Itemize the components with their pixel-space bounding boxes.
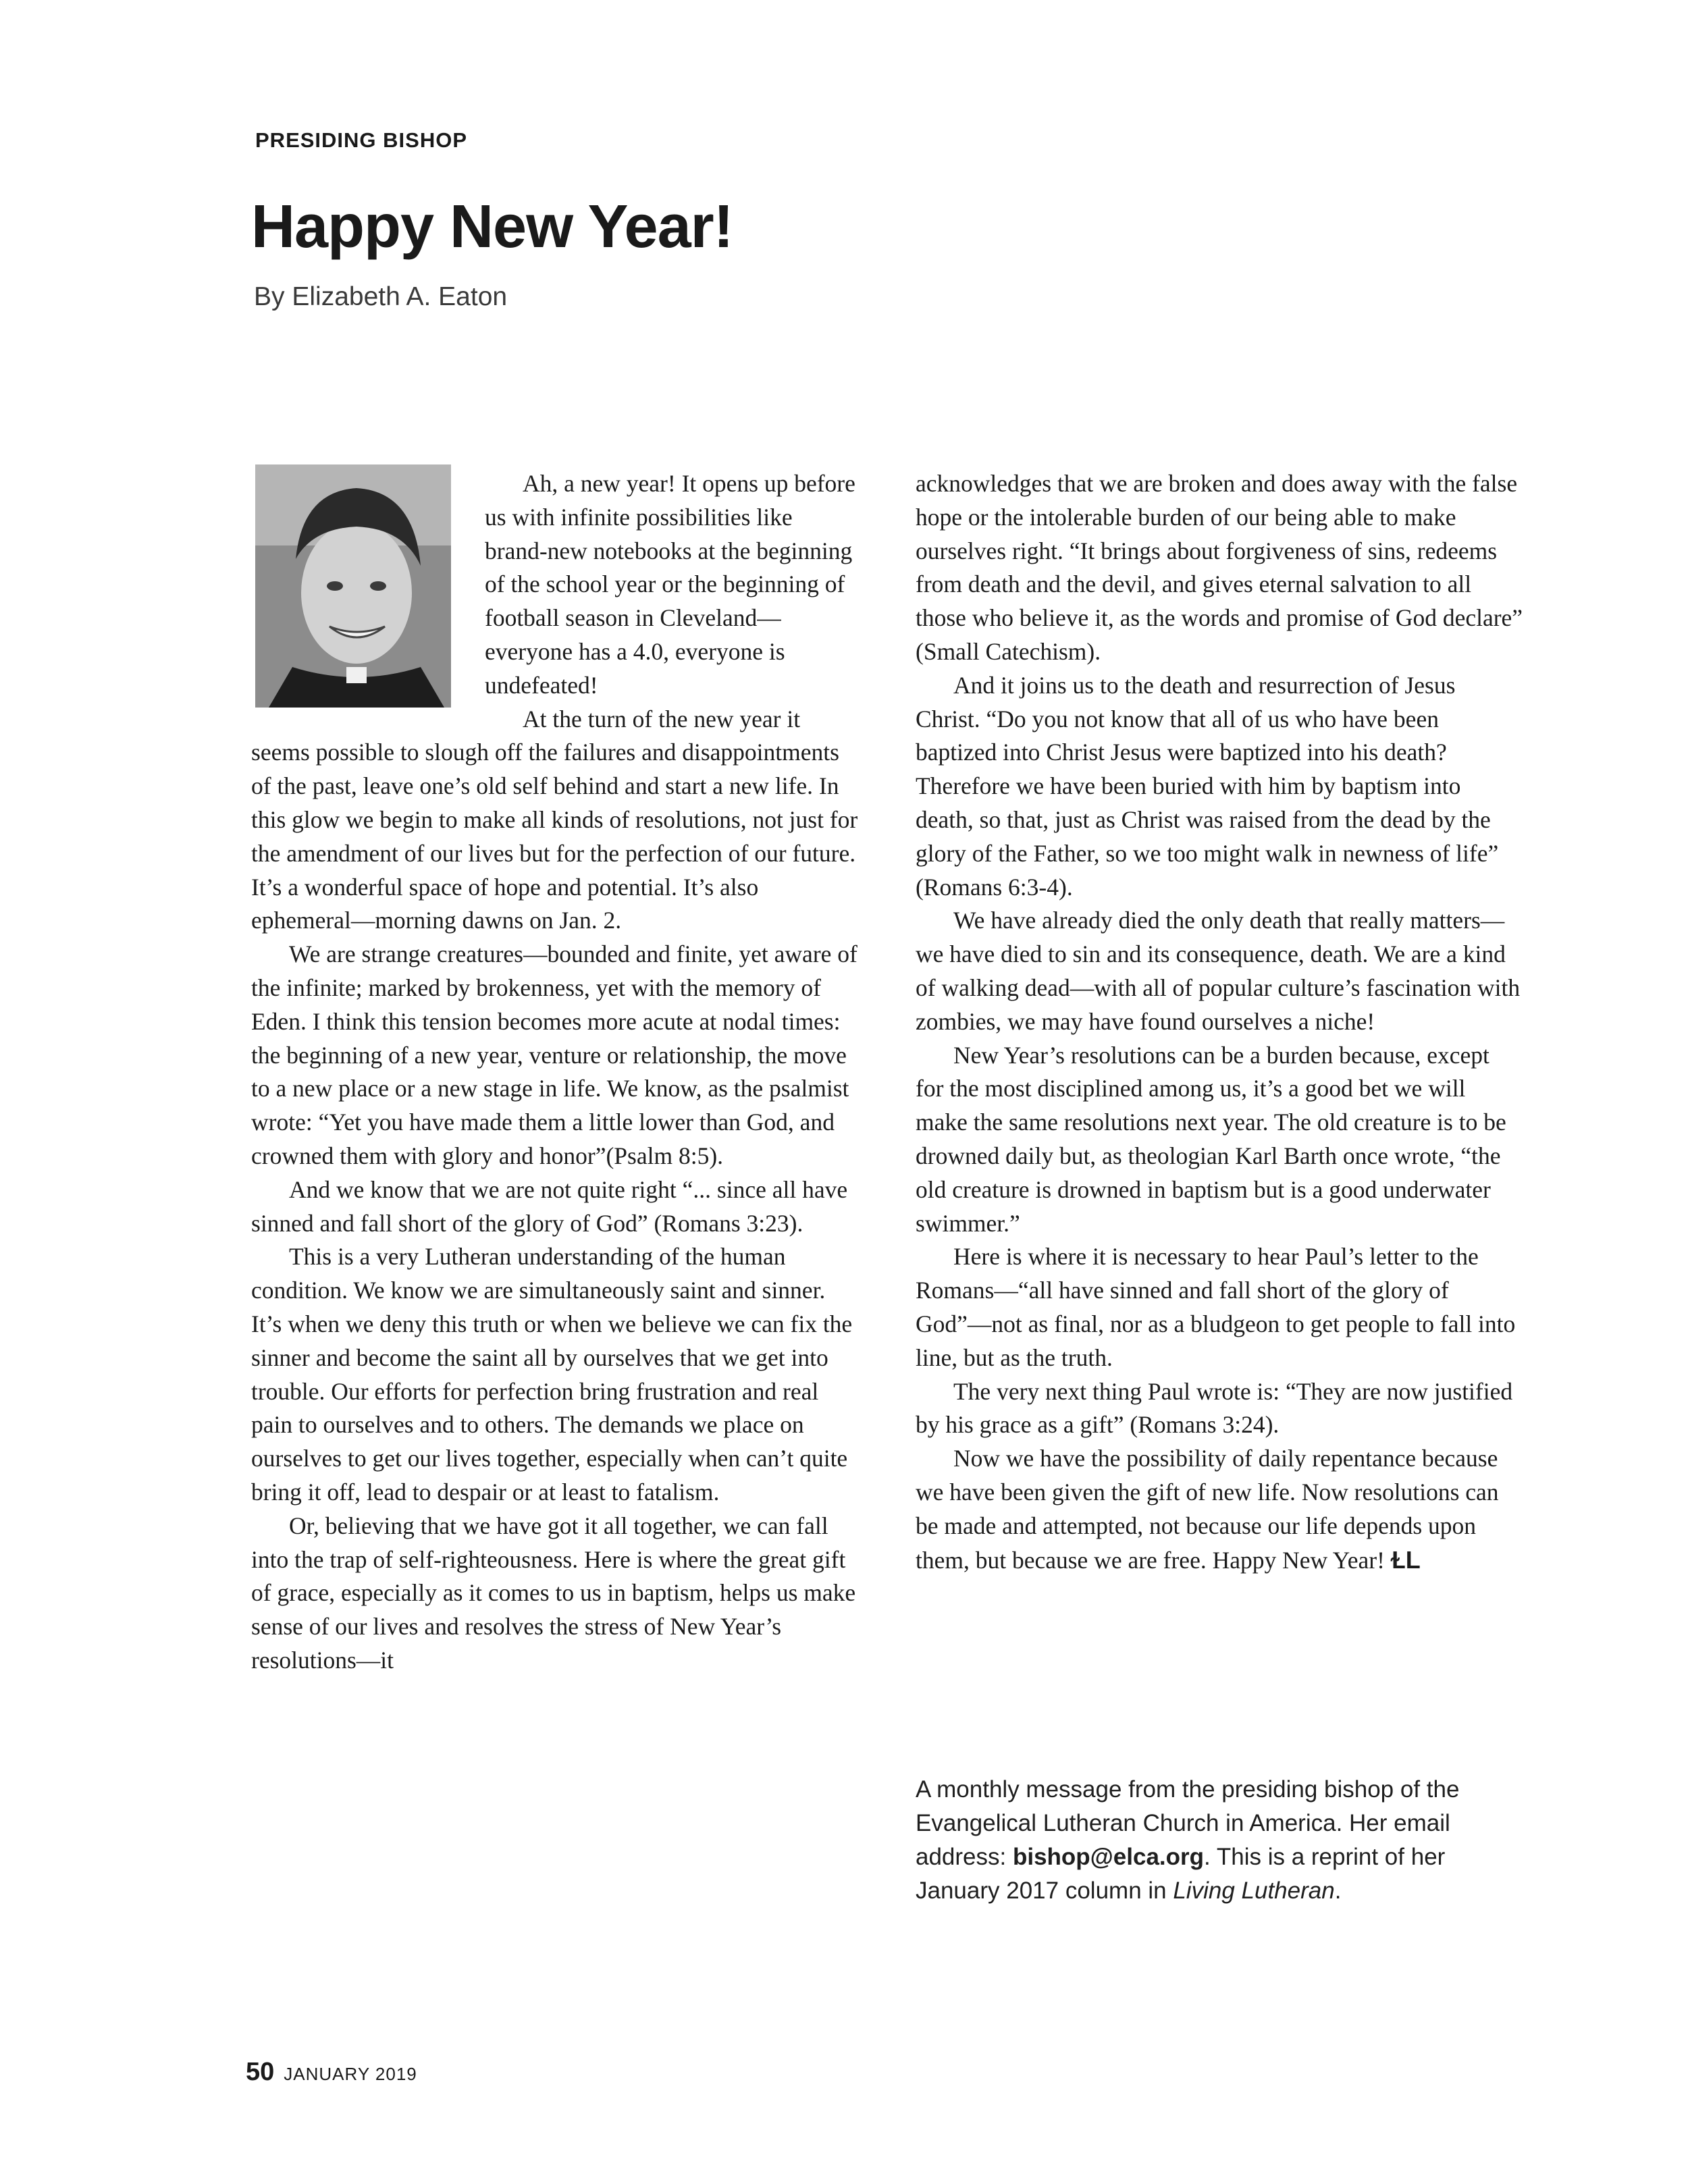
publication-name: Living Lutheran (1173, 1877, 1335, 1904)
article-column-1 (251, 467, 859, 1678)
paragraph (916, 1442, 1523, 1577)
paragraph: Here is where it is necessary to hear Paul’s letter to the Romans—“all have sinned and fall short of the glory of God”—not as final, nor as a bludgeon to get people to fall into line, but as the truth. (916, 1243, 1516, 1371)
paragraph: Ah, a new year! It opens up before us with infinite possibilities like brand-new notebooks at the beginning of the school year or the beginning of football season in Cleveland—everyone has a 4.0, everyone is undefeated! (485, 470, 855, 699)
note-text: . This is a reprint of her January 2017 column in (916, 1844, 1446, 1904)
article-title: Happy New Year! (251, 193, 733, 261)
section-label: PRESIDING BISHOP (255, 128, 467, 152)
email-link[interactable]: bishop@elca.org (1012, 1844, 1205, 1870)
end-mark-icon: ⱢL (1390, 1545, 1421, 1574)
paragraph: acknowledges that we are broken and does away with the false hope or the intolerable burden of our being able to make ourselves right. “It brings about forgiveness of sins, redeems from death and the devil, and gives eternal salvation to all those who believe it, as the words and promise of God declare” (Small Catechism). (916, 470, 1523, 665)
author-note (916, 1773, 1523, 1908)
article-column-2 (916, 467, 1523, 1577)
paragraph: We have already died the only death that really matters—we have died to sin and its consequence, death. We are a kind of walking dead—with all of popular culture’s fascination with zombies, we may have found ourselves a niche! (916, 907, 1521, 1035)
paragraph: Or, believing that we have got it all together, we can fall into the trap of self-righteousness. Here is where the great gift of grace, especially as it comes to us in baptism, helps us make sense of our lives and resolves the stress of New Year’s resolutions—it (251, 1512, 856, 1674)
paragraph: And it joins us to the death and resurrection of Jesus Christ. “Do you not know that all of us who have been baptized into Christ Jesus were baptized into his death? Therefore we have been buried with him by baptism into death, so that, just as Christ was raised from the dead by the glory of the Father, so we too might walk in newness of life” (Romans 6:3-4). (916, 671, 1499, 901)
paragraph: We are strange creatures—bounded and finite, yet aware of the infinite; marked by brokenness, yet with the memory of Eden. I think this tension becomes more acute at nodal times: the beginning of a new year, venture or relationship, the move to a new place or a new stage in life. We know, as the psalmist wrote: “Yet you have made them a little lower than God, and crowned them with glory and honor”(Psalm 8:5). (251, 940, 858, 1169)
photo-wrap-space (251, 467, 485, 735)
paragraph: This is a very Lutheran understanding of the human condition. We know we are simultaneously saint and sinner. It’s when we deny this truth or when we believe we can fix the sinner and become the saint all by ourselves that we get into trouble. Our efforts for perfection bring frustration and real pain to ourselves and to others. The demands we place on ourselves to get our lives together, especially when can’t quite bring it off, lead to despair or at least to fatalism. (251, 1243, 853, 1506)
note-text: . (1334, 1877, 1342, 1904)
page-footer (246, 2058, 417, 2087)
issue-date: JANUARY 2019 (284, 2064, 417, 2084)
byline: By Elizabeth A. Eaton (254, 282, 508, 311)
paragraph: At the turn of the new year it seems possible to slough off the failures and disappointments of the past, leave one’s old self behind and start a new life. In this glow we begin to make all kinds of resolutions, not just for the amendment of our lives but for the perfection of our future. It’s a wonderful space of hope and potential. It’s also ephemeral—morning dawns on Jan. 2. (251, 705, 858, 934)
paragraph: And we know that we are not quite right “... since all have sinned and fall short of the glory of God” (Romans 3:23). (251, 1175, 848, 1237)
paragraph-text: Now we have the possibility of daily repentance because we have been given the gift of new life. Now resolutions can be made and attempted, not because our life depends upon them, but because we are free. Happy New Year! (916, 1445, 1499, 1574)
note-text: A monthly message from the presiding bishop of the Evangelical Lutheran Church in America. Her email address: (916, 1776, 1460, 1870)
page-number: 50 (246, 2058, 275, 2086)
paragraph: New Year’s resolutions can be a burden because, except for the most disciplined among us, it’s a good bet we will make the same resolutions next year. The old creature is to be drowned daily but, as theologian Karl Barth once wrote, “the old creature is drowned in baptism but is a good underwater swimmer.” (916, 1041, 1506, 1237)
paragraph: The very next thing Paul wrote is: “They are now justified by his grace as a gift” (Romans 3:24). (916, 1377, 1513, 1439)
